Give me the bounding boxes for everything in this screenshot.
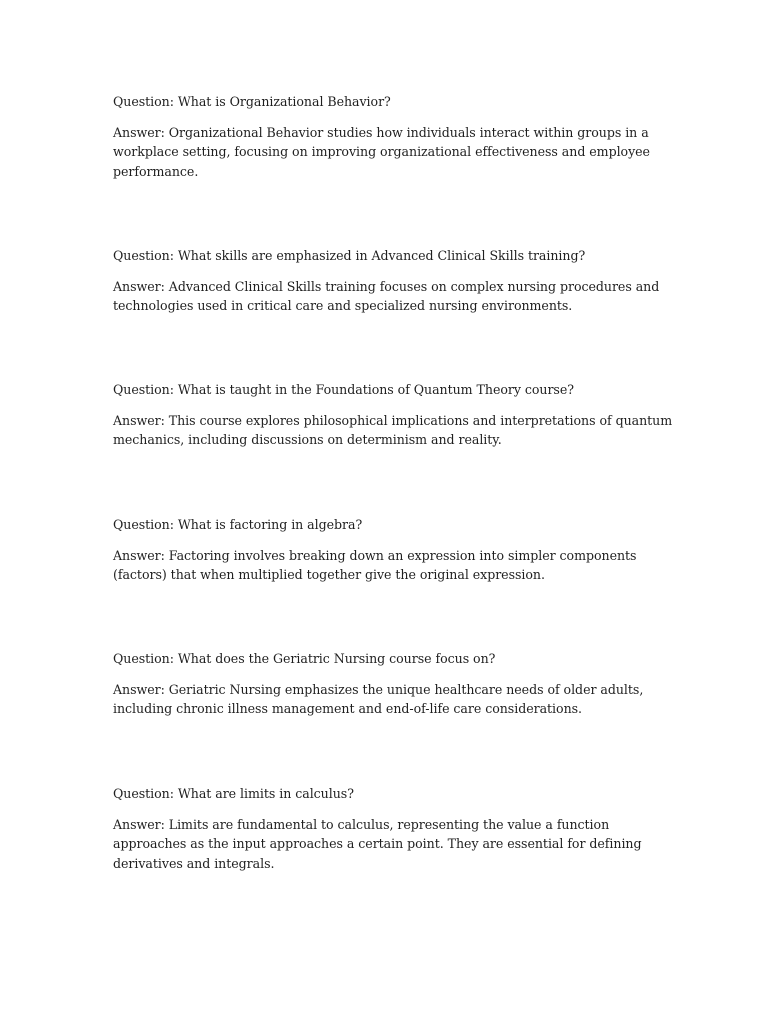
answer-text: Answer: Factoring involves breaking down an expression into simpler components (factors) that when multiplied together give the original expression.: [113, 547, 637, 582]
answer-text: Answer: Limits are fundamental to calculus, representing the value a function approaches as the input approaches a certain point. They are essential for defining derivatives and integrals.: [113, 816, 642, 871]
question-text: Question: What does the Geriatric Nursing course focus on?: [113, 651, 496, 666]
question-text: Question: What is taught in the Foundations of Quantum Theory course?: [113, 382, 574, 397]
question-text: Question: What are limits in calculus?: [113, 786, 354, 801]
answer-text: Answer: This course explores philosophical implications and interpretations of quantum mechanics, including discussions on determinism and reality.: [113, 412, 673, 447]
question-text: Question: What skills are emphasized in Advanced Clinical Skills training?: [113, 248, 586, 263]
question-text: Question: What is Organizational Behavior?: [113, 94, 391, 109]
answer-text: Answer: Advanced Clinical Skills training focuses on complex nursing procedures and technologies used in critical care and specialized nursing environments.: [113, 278, 660, 313]
qa-item: [113, 784, 673, 873]
question-text: Question: What is factoring in algebra?: [113, 517, 363, 532]
qa-item: [113, 246, 673, 316]
qa-item: [113, 380, 673, 450]
qa-item: [113, 515, 673, 585]
answer-text: Answer: Organizational Behavior studies how individuals interact within groups in a workplace setting, focusing on improving organizational effectiveness and employee performance.: [113, 124, 650, 179]
qa-item: [113, 649, 673, 719]
qa-item: [113, 92, 673, 181]
answer-text: Answer: Geriatric Nursing emphasizes the unique healthcare needs of older adults, including chronic illness management and end-of-life care considerations.: [113, 681, 644, 716]
